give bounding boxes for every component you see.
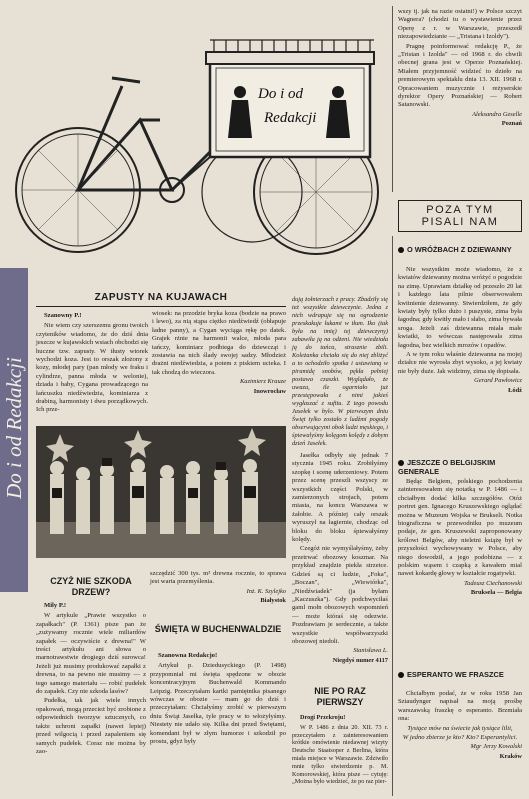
- nie-po-raz-letter: Drogi Przekroju! W P. 1486 z dnia 20. XII. 73 r. przeczytałem z zainteresowaniem krótkie omówienie niedawnej wizyty Deutsche Staatsoper z Berlina, która miała miejsce w Warszawie. Zdziwiło mnie tylko stwierdzenie p. M. Komorowskiej, która pisze — cytuję: „Można było wiedzieć, że po raz pier-: [292, 714, 388, 786]
- zapusty-letter: Szanowny P.! Nie wiem czy szerszemu gronu twoich czyteników wiadomo, że do dziś dnia jeszcze w kujawskich wsiach obchodzi się huczne tzw. zapusty. W tłusty wtorek wychodzi koza. Jest to orszak złożony z kozy, młodej pary (pan młody we fraku i cylindrze, panna młoda w welonie), dziada i baby, Cygana prowadzącego na łańcuszku niedźwiedzia, kominiarza z drabiną, harmonisty i dwu porządkowych. Ich prze-: [36, 312, 148, 414]
- belgian-general-heading: JESZCZE O BELGIJSKIM GENERALE: [398, 458, 496, 476]
- cart-drawing: [0, 0, 392, 268]
- vertical-title: Do i od Redakcji: [2, 357, 26, 499]
- esperanto-letter: Chciałbym podać, że w roku 1958 Jan Sztaudynger napisał na moją prośbę warszawską fraszkę o esperanto. Brzmiała ona: Tysiące mów na świecie jak tysiące lilii, W jedno zbierze je kto? Kto? Esperantylici. Mgr Jerzy Kowalski Kraków: [398, 690, 522, 760]
- column-divider: [392, 6, 393, 192]
- esperanto-heading: ESPERANTO WE FRASZCE: [398, 670, 522, 679]
- poza-tym-box: [398, 200, 522, 232]
- photo-figures: [36, 426, 286, 558]
- czyz-letter: Mily P.! W artykule „Prawie wszystko o zapałkach" (P. 1361) pisze pan że „zużywamy rocznie wiele miliardów zapałek — oczywiście z drewna!" W treści artykułu ani słowa o marnotrawstwie drogiego dziś surowca! Jeżeli już musimy produkować zapałki z drewna, to na pewno nie musimy — z tego samego materiału — robić pudełek do zapałek. Czy nie szkoda lasów? Pudełka, tak jak wiele innych opakowań, mogą przecież być zrobione z odpowiednich tworzyw sztucznych, co także uchroni zapałki (nawet lepiej) przed wilgocią i przed zapaleniem się samych pudełek. Coraz nie można by zao-: [36, 602, 146, 755]
- column-divider: [392, 236, 393, 796]
- buchenwald-letter-cont: dują żołnierzach z pracy. Zbudziły się też wszystkie dziewczynie. Jedna z nich wdrapuje się na ogrodzenie przeskakuje łukami w tłum. Iko (tak była na imię) tej dziewczyny) zabawiła ją na odżeni. Nie wiedziała ją do tańca, strasznie zbili. Koleżanka chciała się do niej zbliżyć a to ochodziło spotka i ustawianą w piramidę snobów, pękła pełniej postawa czaszki. Wyglądało, że uwaza, ile ogarniało już przestępowała z nimi jakieś wygłaszać z sufitu. Z tego powodu Jasełek w bylo. W pierwszym dniu Święt tylko zostało z ludźmi pogody obserwującymi obok ludzi męskiego, i śpiewalyśmy kolęgom kolędy z dobym dzień Jasełek.: [292, 296, 388, 447]
- cart-sign-line2: Redakcji: [264, 110, 317, 126]
- buchenwald-letter-cont2: Jasełka odbyły się jednak 7 stycznia 1945 roku. Zrobiłyśmy szopkę i scenę uderzeniowy. Potem przez scenę przeszli wszyscy ze wszystkich części Polski, w zamierzonych strojach, potem miasta, na koncu Warszawa w żałobie. A później cały orszak wyruszył na łagiernie, chodząc od bloku do bloku śpiewałyśmy kolędy. Czegóż nie wymyślałyśmy, żeby przetrwać obozowy koszmar. Na przykład znajdzie piekła strzetce. Gdzieś są ci ludzie, „Foka", „Boczan", „Wiewiórka", „Niedźwiadek" (ja byłam „Kaczuszka"). Gdy podchwyciłaś gaml mołn obozowych wspomnień — może któraś się odezwie. Pozdrawiam je serdecznie, a także wszystkie współwarzyszki obozowej niedoli. Stanisława L. Niegdyś numer 4117: [292, 452, 388, 664]
- poza-tym-heading: POZA TYM PISALI NAM: [421, 204, 499, 228]
- czyz-heading: CZYŻ NIE SZKODA DRZEW?: [50, 576, 132, 597]
- wrozbach-heading: O WRÓŻBACH Z DZIEWANNY: [398, 245, 522, 254]
- zapusty-letter-cont: wiosek: na przodzie bryka koza (bodzie na prawo i lewo), za nią stąpa ciężko niedźwiedź (obłapuje ładne panny), a Cygan wyciąga rękę po datek. Grajek rżnie na harmonii walce, młoda para tańczy, kominiarz podbiega do dziewcząt i zostawia na nich ślady swojej sadzy. Młodzież drażni niedźwiedzia, a potem z piskiem ucieka. I tak chodzą do wieczora. Kazimierz Krauze Inowrocław: [152, 310, 286, 395]
- folk-procession-photo: [36, 426, 286, 558]
- bullet-icon: [398, 247, 404, 253]
- bullet-icon: [398, 460, 404, 466]
- buchenwald-letter: Szanowna Redakcjo! Artykuł p. Dziedusyckiego (P. 1498) przypomniał mi święta spędzone w obozie koncentracyjnym Buchenwald Kommando Leipzig. Przeczytałam kartki pamiętnika pisanego wówczas w obozie — mam go do dziś i przeczytałam: Chciałyśmy zrobić w pierwszym dniu Świąt Jasełka, tyle pracy w to włożyłyśmy. Niestety nie udało się. Kilka dni przed Świętami, komendant był w złym humorze i szkodził po prostu, gdyż były: [150, 652, 286, 746]
- cart-sign-line1: Do i od: [258, 86, 303, 102]
- wrozbach-letter: Nie wszystkim może wiadomo, że z kwiatów dziewanny można wróżyć o pogodzie na zimę. Uprawiam działkę od przeszło 20 lat i każdego lata pilnie obserwowałem kwitnienie dziewanny. Stwierdziłem, że gdy kwiaty były tylko dużo i puszyste, zima była łagodna; gdy kwitły mało i słabo, zima bywała sroga. Jeżeli zaś dziewanna miała małe kwiatki, to wówczas następowała zima łagodna, bez wielkich mrozów i opadów. A w tym roku właśnie dziewanna na mojej działce nie wyrosła zbyt wysoko, a jej kwiaty nie były duże. Jak widzimy, zima się dopisała. Gerard Pawłowicz Łódź: [398, 266, 522, 394]
- nie-po-raz-heading: NIE PO RAZ PIERWSZY: [314, 686, 366, 707]
- opera-letter-continued: wszy tj. jak na razie ostatni!) w Polsce szczyt Wagnera? (chodzi tu o wystawienie przez Operę z r. w Warszawie, przeszedł niezapowiedzianie — „Tristana i Izoldy"). Pragnę poinformować redakcję P., że „Tristan i Izolda" — od 1968 r. do chwili obecnej grana jest w Operze Poznańskiej. Miałem przyjemność widzieć to dzieło na premierowym spektaklu dnia 13. XII. 1968 r. Opracowaniem muzycznie i reżyserskie dyrektor Opery Poznańskiej — Robert Satanowski. Aleksandra Geselle Poznań: [398, 8, 522, 128]
- heading-rule: [36, 306, 286, 307]
- zapusty-heading: ZAPUSTY NA KUJAWACH: [94, 292, 228, 303]
- buchenwald-heading: ŚWIĘTA W BUCHENWALDZIE: [154, 624, 282, 634]
- belgian-general-letter: Będąc Belgiem, polskiego pochodzenia zainteresowałem się notatką w P. 1486 — i chciałbym dodać kilka szczegółów. Otóż portret gen. Ignacego Kruszewskiego oglądać można w Muzeum Wojska w Brukseli. Notka biograficzna w przewodniku po muzeum podaje, że gen. Kruszewski zaproponowany królowi Belgów, aby nieletni książę był w przyszłości wychowywany w Polsce, aby niego dowodził, a jego podobizna — z polskim wąsem i czapką z kawałem mial nawet kokardę głowy w kształcie rogatywki. Tadeusz Ciechanowski Bruksela — Belgia: [398, 478, 522, 597]
- bullet-icon: [398, 672, 404, 678]
- tricycle-illustration: [0, 0, 392, 268]
- masthead-strip: [0, 268, 28, 592]
- czyz-letter-cont: szczędzić 300 tys. m³ drewna rocznie, to sprawa jest warta przemyślenia. Inż. K. Szylejko Białystok: [150, 570, 286, 605]
